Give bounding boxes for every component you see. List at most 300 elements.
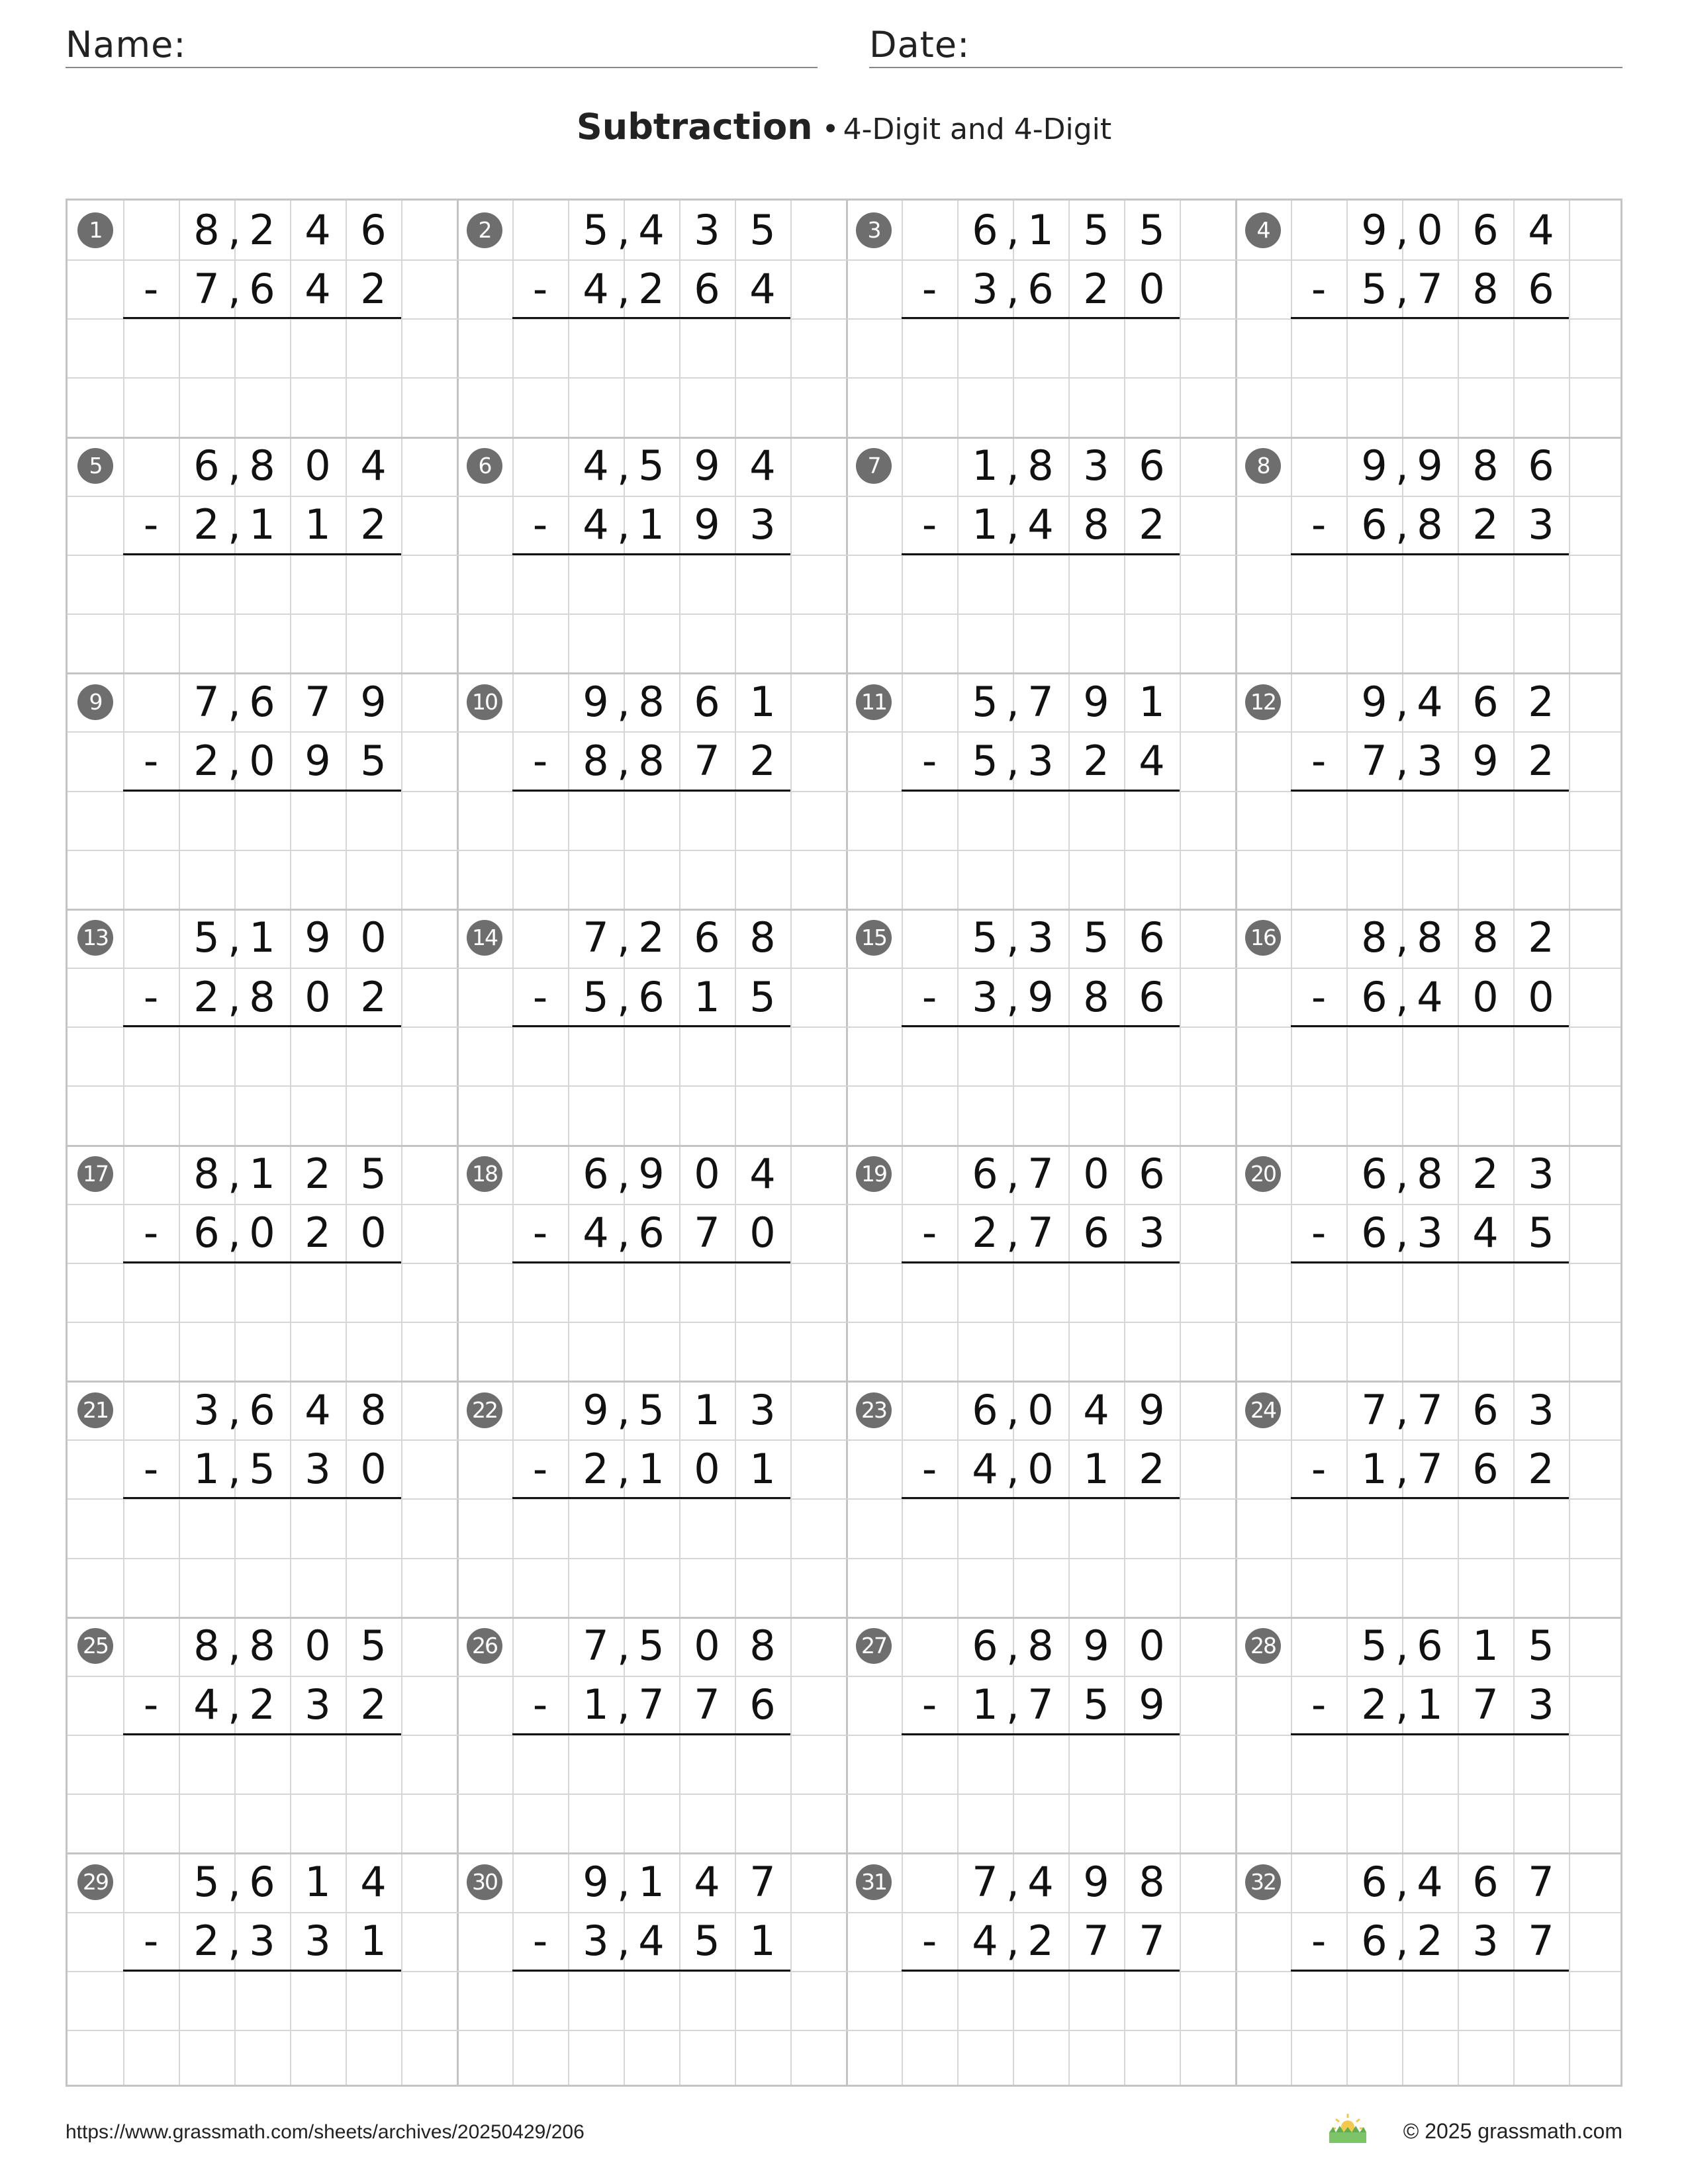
subtrahend-digit: 3 (305, 1444, 331, 1493)
minuend-digit: 5 (638, 1621, 665, 1670)
minuend-digit: 1 (638, 1857, 665, 1906)
minuend-digit: 5 (638, 441, 665, 490)
grid-line-horizontal (68, 377, 1620, 379)
grid-line-vertical (1569, 201, 1570, 2085)
minus-sign: - (1311, 1680, 1327, 1729)
subtrahend-digit: 2 (193, 1917, 220, 1966)
grid-line-horizontal (68, 614, 1620, 615)
subtrahend-digit: 6 (694, 264, 720, 313)
grid-line-horizontal (68, 1204, 1620, 1205)
worksheet-title (0, 106, 1688, 148)
problem-number-badge: 31 (856, 1864, 892, 1900)
minuend-digit: 1 (1139, 677, 1165, 726)
minuend-digit: 5 (1083, 205, 1109, 254)
subtrahend-digit: 6 (249, 264, 275, 313)
subtrahend-digit: 0 (749, 1208, 776, 1257)
minus-sign: - (1311, 1917, 1327, 1966)
subtrahend-digit: 2 (193, 500, 220, 549)
problem-grid (66, 199, 1622, 2087)
grid-line-horizontal (68, 1381, 1620, 1383)
subtrahend-digit: 6 (1083, 1208, 1109, 1257)
footer-url: https://www.grassmath.com/sheets/archives/20250429/206 (66, 2121, 585, 2143)
grid-line-vertical (790, 201, 792, 2085)
minuend-digit: 9 (694, 441, 720, 490)
subtrahend-digit: 1 (1083, 1444, 1109, 1493)
minuend-digit: 2 (1472, 1150, 1499, 1199)
problem-number-badge: 8 (1245, 448, 1281, 484)
subtrahend-digit: 4 (638, 1917, 665, 1966)
problem-number-badge: 28 (1245, 1628, 1281, 1664)
subtrahend-comma: , (228, 1444, 241, 1493)
answer-rule (123, 790, 401, 792)
subtrahend-digit: 2 (305, 1208, 331, 1257)
subtrahend-digit: 4 (193, 1680, 220, 1729)
grid-line-horizontal (68, 1558, 1620, 1559)
subtrahend-comma: , (228, 1917, 241, 1966)
subtrahend-comma: , (1395, 500, 1409, 549)
subtrahend-digit: 3 (1417, 1208, 1443, 1257)
subtrahend-digit: 2 (1083, 264, 1109, 313)
subtrahend-digit: 6 (1361, 972, 1387, 1021)
subtrahend-digit: 0 (360, 1208, 387, 1257)
answer-rule (902, 1497, 1180, 1499)
minus-sign: - (532, 1680, 548, 1729)
minus-sign: - (1311, 1444, 1327, 1493)
minus-sign: - (143, 1917, 159, 1966)
subtrahend-comma: , (617, 1208, 630, 1257)
subtrahend-digit: 0 (360, 1444, 387, 1493)
answer-rule (123, 1970, 401, 1972)
subtrahend-digit: 7 (1361, 736, 1387, 785)
subtrahend-digit: 5 (972, 736, 998, 785)
minus-sign: - (921, 1208, 937, 1257)
minuend-digit: 6 (972, 1621, 998, 1670)
minuend-comma: , (1006, 1150, 1019, 1199)
subtrahend-digit: 9 (305, 736, 331, 785)
minus-sign: - (532, 1917, 548, 1966)
minuend-comma: , (1006, 677, 1019, 726)
subtrahend-comma: , (228, 736, 241, 785)
minuend-digit: 8 (249, 1621, 275, 1670)
answer-rule (902, 1970, 1180, 1972)
subtrahend-digit: 6 (1361, 1917, 1387, 1966)
minus-sign: - (1311, 736, 1327, 785)
subtrahend-comma: , (617, 500, 630, 549)
minuend-comma: , (1006, 205, 1019, 254)
subtrahend-digit: 2 (972, 1208, 998, 1257)
minuend-digit: 9 (1361, 205, 1387, 254)
subtrahend-digit: 2 (360, 1680, 387, 1729)
answer-rule (902, 1733, 1180, 1735)
minus-sign: - (1311, 264, 1327, 313)
grid-line-horizontal (68, 1145, 1620, 1147)
minus-sign: - (143, 1444, 159, 1493)
minuend-digit: 5 (360, 1150, 387, 1199)
minuend-digit: 5 (1361, 1621, 1387, 1670)
minuend-digit: 5 (193, 1857, 220, 1906)
subtrahend-digit: 4 (1472, 1208, 1499, 1257)
minuend-digit: 4 (1417, 1857, 1443, 1906)
minuend-comma: , (228, 441, 241, 490)
subtrahend-digit: 4 (1139, 736, 1165, 785)
problem-number-badge: 17 (77, 1156, 113, 1192)
subtrahend-digit: 5 (583, 972, 609, 1021)
subtrahend-digit: 2 (638, 264, 665, 313)
minuend-digit: 4 (360, 441, 387, 490)
subtrahend-digit: 6 (1528, 264, 1554, 313)
grid-line-horizontal (68, 437, 1620, 439)
answer-rule (1291, 553, 1569, 555)
subtrahend-digit: 5 (360, 736, 387, 785)
problem-number-badge: 23 (856, 1392, 892, 1428)
minuend-digit: 0 (1417, 205, 1443, 254)
subtrahend-digit: 2 (249, 1680, 275, 1729)
minuend-digit: 3 (1528, 1385, 1554, 1434)
minuend-digit: 7 (193, 677, 220, 726)
minus-sign: - (921, 1444, 937, 1493)
minuend-digit: 9 (305, 913, 331, 962)
minuend-digit: 6 (249, 677, 275, 726)
subtrahend-digit: 4 (305, 264, 331, 313)
subtrahend-digit: 7 (694, 1680, 720, 1729)
problem-number-badge: 24 (1245, 1392, 1281, 1428)
name-label: Name: (66, 24, 187, 66)
minuend-digit: 8 (749, 913, 776, 962)
minus-sign: - (143, 1680, 159, 1729)
subtrahend-comma: , (228, 972, 241, 1021)
minuend-comma: , (1395, 1621, 1409, 1670)
answer-rule (123, 553, 401, 555)
subtrahend-digit: 6 (638, 972, 665, 1021)
subtrahend-digit: 1 (749, 1444, 776, 1493)
minuend-digit: 7 (583, 1621, 609, 1670)
minuend-digit: 6 (972, 1385, 998, 1434)
subtrahend-digit: 6 (1361, 500, 1387, 549)
minus-sign: - (921, 500, 937, 549)
minuend-digit: 8 (1472, 441, 1499, 490)
minuend-comma: , (228, 677, 241, 726)
subtrahend-digit: 1 (638, 1444, 665, 1493)
subtrahend-digit: 7 (1417, 264, 1443, 313)
subtrahend-digit: 7 (1027, 1208, 1054, 1257)
subtrahend-digit: 5 (749, 972, 776, 1021)
subtrahend-comma: , (617, 736, 630, 785)
subtrahend-digit: 2 (583, 1444, 609, 1493)
subtrahend-digit: 7 (638, 1680, 665, 1729)
subtrahend-digit: 1 (972, 500, 998, 549)
grid-line-horizontal (68, 1085, 1620, 1087)
problem-number-badge: 20 (1245, 1156, 1281, 1192)
subtrahend-digit: 2 (360, 264, 387, 313)
answer-rule (512, 1025, 790, 1027)
minuend-digit: 4 (1417, 677, 1443, 726)
minuend-digit: 1 (249, 1150, 275, 1199)
minuend-digit: 5 (1139, 205, 1165, 254)
subtrahend-digit: 6 (1139, 972, 1165, 1021)
subtrahend-digit: 7 (1528, 1917, 1554, 1966)
minuend-digit: 5 (1528, 1621, 1554, 1670)
minuend-comma: , (228, 205, 241, 254)
subtrahend-digit: 5 (1528, 1208, 1554, 1257)
minuend-digit: 8 (749, 1621, 776, 1670)
subtrahend-comma: , (1395, 736, 1409, 785)
subtrahend-digit: 2 (1472, 500, 1499, 549)
subtrahend-comma: , (1395, 1444, 1409, 1493)
subtrahend-comma: , (228, 264, 241, 313)
subtrahend-digit: 1 (638, 500, 665, 549)
minus-sign: - (532, 972, 548, 1021)
minuend-digit: 6 (972, 1150, 998, 1199)
minuend-digit: 8 (1417, 913, 1443, 962)
problem-number-badge: 4 (1245, 212, 1281, 248)
subtrahend-digit: 8 (638, 736, 665, 785)
minuend-digit: 6 (249, 1385, 275, 1434)
minuend-digit: 9 (1083, 1621, 1109, 1670)
minuend-digit: 8 (193, 205, 220, 254)
grid-line-vertical (123, 201, 124, 2085)
minuend-digit: 8 (1027, 441, 1054, 490)
minuend-comma: , (617, 913, 630, 962)
minuend-digit: 6 (972, 205, 998, 254)
minuend-digit: 7 (583, 913, 609, 962)
subtrahend-digit: 3 (1417, 736, 1443, 785)
minuend-digit: 4 (360, 1857, 387, 1906)
answer-rule (1291, 790, 1569, 792)
problem-number-badge: 32 (1245, 1864, 1281, 1900)
answer-rule (512, 1497, 790, 1499)
grid-line-horizontal (68, 1794, 1620, 1795)
subtrahend-digit: 3 (1528, 500, 1554, 549)
subtrahend-comma: , (1395, 264, 1409, 313)
minuend-digit: 0 (305, 1621, 331, 1670)
grid-line-horizontal (68, 850, 1620, 851)
minuend-digit: 8 (1027, 1621, 1054, 1670)
minuend-comma: , (1395, 913, 1409, 962)
minus-sign: - (1311, 500, 1327, 549)
subtrahend-digit: 4 (583, 500, 609, 549)
minuend-digit: 9 (583, 677, 609, 726)
answer-rule (512, 1733, 790, 1735)
subtrahend-digit: 3 (305, 1917, 331, 1966)
subtrahend-comma: , (1006, 500, 1019, 549)
subtrahend-digit: 1 (360, 1917, 387, 1966)
answer-rule (123, 1025, 401, 1027)
subtrahend-digit: 0 (249, 1208, 275, 1257)
answer-rule (123, 1497, 401, 1499)
minuend-digit: 6 (1472, 1385, 1499, 1434)
minuend-digit: 8 (638, 677, 665, 726)
problem-number-badge: 10 (467, 684, 502, 720)
minuend-digit: 6 (1472, 677, 1499, 726)
problem-number-badge: 19 (856, 1156, 892, 1192)
subtrahend-digit: 9 (694, 500, 720, 549)
subtrahend-digit: 5 (694, 1917, 720, 1966)
grid-line-horizontal (68, 1322, 1620, 1323)
minuend-digit: 4 (749, 441, 776, 490)
answer-rule (1291, 1970, 1569, 1972)
minus-sign: - (143, 1208, 159, 1257)
minuend-comma: , (1395, 441, 1409, 490)
subtrahend-digit: 3 (249, 1917, 275, 1966)
subtrahend-digit: 7 (1139, 1917, 1165, 1966)
minuend-digit: 8 (249, 441, 275, 490)
minuend-digit: 6 (1139, 1150, 1165, 1199)
problem-number-badge: 15 (856, 920, 892, 956)
problem-number-badge: 30 (467, 1864, 502, 1900)
answer-rule (902, 1025, 1180, 1027)
subtrahend-digit: 4 (972, 1917, 998, 1966)
subtrahend-digit: 2 (1361, 1680, 1387, 1729)
minus-sign: - (143, 500, 159, 549)
grid-line-horizontal (68, 672, 1620, 674)
minus-sign: - (921, 972, 937, 1021)
subtrahend-digit: 0 (1472, 972, 1499, 1021)
subtrahend-digit: 1 (249, 500, 275, 549)
minuend-comma: , (1006, 441, 1019, 490)
subtrahend-digit: 0 (694, 1444, 720, 1493)
minuend-digit: 4 (1083, 1385, 1109, 1434)
minuend-digit: 2 (305, 1150, 331, 1199)
minuend-digit: 4 (694, 1857, 720, 1906)
answer-rule (512, 1970, 790, 1972)
minuend-digit: 9 (1083, 1857, 1109, 1906)
answer-rule (123, 1733, 401, 1735)
grid-line-vertical (902, 201, 903, 2085)
subtrahend-digit: 5 (1083, 1680, 1109, 1729)
title-separator: • (821, 113, 839, 146)
minus-sign: - (921, 1680, 937, 1729)
minuend-comma: , (1395, 1385, 1409, 1434)
minus-sign: - (532, 736, 548, 785)
problem-number-badge: 9 (77, 684, 113, 720)
subtrahend-comma: , (228, 1208, 241, 1257)
footer-copyright: © 2025 grassmath.com (1403, 2119, 1622, 2143)
minuend-digit: 0 (305, 441, 331, 490)
minuend-comma: , (617, 1621, 630, 1670)
subtrahend-comma: , (1395, 972, 1409, 1021)
minus-sign: - (921, 736, 937, 785)
minuend-digit: 0 (694, 1621, 720, 1670)
minuend-digit: 0 (1083, 1150, 1109, 1199)
date-label: Date: (869, 24, 970, 66)
subtrahend-digit: 6 (1361, 1208, 1387, 1257)
subtrahend-digit: 6 (1027, 264, 1054, 313)
subtrahend-comma: , (1006, 1444, 1019, 1493)
grid-line-vertical (512, 201, 514, 2085)
minuend-digit: 3 (694, 205, 720, 254)
minuend-digit: 7 (1417, 1385, 1443, 1434)
subtrahend-digit: 8 (1083, 972, 1109, 1021)
minuend-comma: , (1395, 205, 1409, 254)
subtrahend-digit: 4 (1417, 972, 1443, 1021)
minuend-digit: 3 (1027, 913, 1054, 962)
subtrahend-digit: 6 (1472, 1444, 1499, 1493)
subtrahend-digit: 8 (1472, 264, 1499, 313)
minuend-digit: 5 (972, 913, 998, 962)
subtrahend-digit: 7 (1472, 1680, 1499, 1729)
minuend-digit: 0 (694, 1150, 720, 1199)
problem-number-badge: 7 (856, 448, 892, 484)
minuend-digit: 6 (1139, 913, 1165, 962)
problem-number-badge: 29 (77, 1864, 113, 1900)
minuend-digit: 1 (1472, 1621, 1499, 1670)
minuend-digit: 7 (1361, 1385, 1387, 1434)
minuend-digit: 5 (360, 1621, 387, 1670)
problem-number-badge: 16 (1245, 920, 1281, 956)
title-subtitle: 4-Digit and 4-Digit (843, 113, 1112, 146)
subtrahend-digit: 4 (583, 264, 609, 313)
minuend-digit: 8 (193, 1621, 220, 1670)
answer-rule (1291, 1733, 1569, 1735)
minus-sign: - (921, 264, 937, 313)
subtrahend-digit: 2 (1139, 500, 1165, 549)
minuend-digit: 5 (193, 913, 220, 962)
subtrahend-digit: 2 (749, 736, 776, 785)
subtrahend-comma: , (1006, 1680, 1019, 1729)
minuend-comma: , (1395, 677, 1409, 726)
grid-line-vertical (1291, 201, 1292, 2085)
minuend-comma: , (228, 1621, 241, 1670)
minuend-digit: 6 (360, 205, 387, 254)
problem-number-badge: 11 (856, 684, 892, 720)
subtrahend-comma: , (617, 1444, 630, 1493)
minus-sign: - (143, 736, 159, 785)
subtrahend-comma: , (617, 1917, 630, 1966)
minuend-comma: , (1395, 1857, 1409, 1906)
minuend-digit: 6 (1139, 441, 1165, 490)
subtrahend-comma: , (1006, 736, 1019, 785)
subtrahend-digit: 8 (249, 972, 275, 1021)
problem-number-badge: 3 (856, 212, 892, 248)
subtrahend-digit: 2 (1417, 1917, 1443, 1966)
problem-number-badge: 27 (856, 1628, 892, 1664)
subtrahend-comma: , (1006, 972, 1019, 1021)
minuend-digit: 2 (638, 913, 665, 962)
subtrahend-digit: 0 (1139, 264, 1165, 313)
grid-line-vertical (457, 201, 459, 2085)
subtrahend-digit: 1 (972, 1680, 998, 1729)
minuend-digit: 8 (1417, 1150, 1443, 1199)
minuend-digit: 2 (1528, 677, 1554, 726)
minuend-digit: 6 (1417, 1621, 1443, 1670)
subtrahend-comma: , (1395, 1208, 1409, 1257)
answer-rule (1291, 1497, 1569, 1499)
answer-rule (1291, 317, 1569, 319)
subtrahend-digit: 0 (249, 736, 275, 785)
subtrahend-digit: 2 (1027, 1917, 1054, 1966)
answer-rule (512, 1261, 790, 1263)
minuend-digit: 4 (583, 441, 609, 490)
minuend-digit: 1 (694, 1385, 720, 1434)
minuend-digit: 4 (305, 205, 331, 254)
minus-sign: - (143, 264, 159, 313)
minuend-digit: 6 (249, 1857, 275, 1906)
grid-line-vertical (846, 201, 848, 2085)
minuend-digit: 4 (1528, 205, 1554, 254)
minuend-digit: 7 (305, 677, 331, 726)
minuend-digit: 9 (1361, 441, 1387, 490)
answer-rule (1291, 1025, 1569, 1027)
minuend-digit: 0 (360, 913, 387, 962)
minuend-digit: 4 (1027, 1857, 1054, 1906)
minuend-digit: 5 (1083, 913, 1109, 962)
subtrahend-digit: 9 (1472, 736, 1499, 785)
subtrahend-digit: 9 (1139, 1680, 1165, 1729)
subtrahend-digit: 6 (193, 1208, 220, 1257)
answer-rule (123, 1261, 401, 1263)
minuend-digit: 8 (360, 1385, 387, 1434)
grid-line-vertical (401, 201, 402, 2085)
